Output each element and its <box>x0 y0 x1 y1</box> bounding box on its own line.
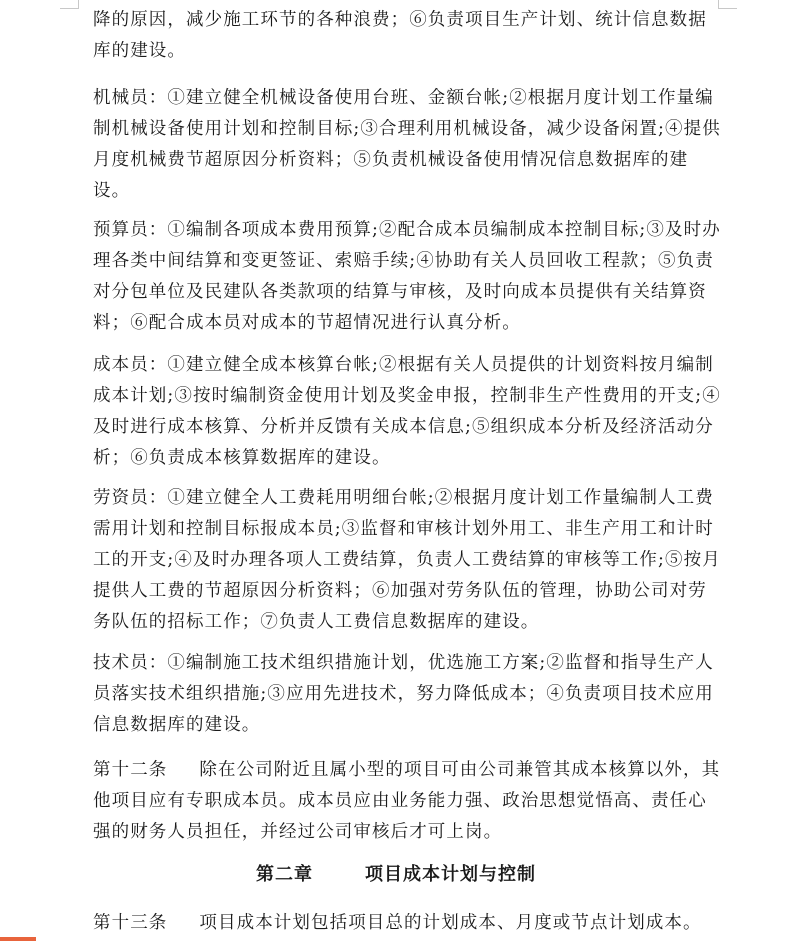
paragraph-mechanic: 机械员：①建立健全机械设备使用台班、金额台帐;②根据月度计划工作量编制机械设备使用计划和控制目标;③合理利用机械设备，减少设备闲置;④提供月度机械费节超原因分析资料；⑤负责机械设备使用情况信息数据库的建设。 <box>93 88 721 201</box>
article-13-text: 项目成本计划包括项目总的计划成本、月度或节点计划成本。 <box>199 913 702 933</box>
article-13 <box>93 908 723 939</box>
paragraph-cost-officer: 成本员：①建立健全成本核算台帐;②根据有关人员提供的计划资料按月编制成本计划;③按时编制资金使用计划及奖金申报，控制非生产性费用的开支;④及时进行成本核算、分析并反馈有关成本信息;⑤组织成本分析及经济活动分析；⑥负责成本核算数据库的建设。 <box>93 355 721 468</box>
article-13-label: 第十三条 <box>93 913 168 933</box>
chapter-number: 第二章 <box>256 864 313 885</box>
paragraph-technician: 技术员：①编制施工技术组织措施计划，优选施工方案;②监督和指导生产人员落实技术组织措施;③应用先进技术，努力降低成本；④负责项目技术应用信息数据库的建设。 <box>93 653 714 735</box>
crop-mark-left <box>60 0 79 9</box>
paragraph-labor-officer: 劳资员：①建立健全人工费耗用明细台帐;②根据月度计划工作量编制人工费需用计划和控制目标报成本员;③监督和审核计划外用工、非生产用工和计时工的开支;④及时办理各项人工费结算，负责人工费结算的审核等工作;⑤按月提供人工费的节超原因分析资料；⑥加强对劳务队伍的管理，协助公司对劳务队伍的招标工作；⑦负责人工费信息数据库的建设。 <box>93 488 721 632</box>
chapter-title: 项目成本计划与控制 <box>365 864 536 885</box>
chapter-heading <box>0 860 792 890</box>
article-12-label: 第十二条 <box>93 760 168 780</box>
paragraph-budgeter: 预算员：①编制各项成本费用预算;②配合成本员编制成本控制目标;③及时办理各类中间结算和变更签证、索赔手续;④协助有关人员回收工程款；⑤负责对分包单位及民建队各类款项的结算与审核，及时向成本员提供有关结算资料；⑥配合成本员对成本的节超情况进行认真分析。 <box>93 220 721 333</box>
article-12-text: 除在公司附近且属小型的项目可由公司兼管其成本核算以外，其他项目应有专职成本员。成本员应由业务能力强、政治思想觉悟高、责任心强的财务人员担任，并经过公司审核后才可上岗。 <box>93 760 721 842</box>
paragraph-statistician-continued: 降的原因，减少施工环节的各种浪费；⑥负责项目生产计划、统计信息数据库的建设。 <box>93 10 707 61</box>
article-12 <box>93 755 723 848</box>
bottom-accent-bar <box>0 937 36 941</box>
